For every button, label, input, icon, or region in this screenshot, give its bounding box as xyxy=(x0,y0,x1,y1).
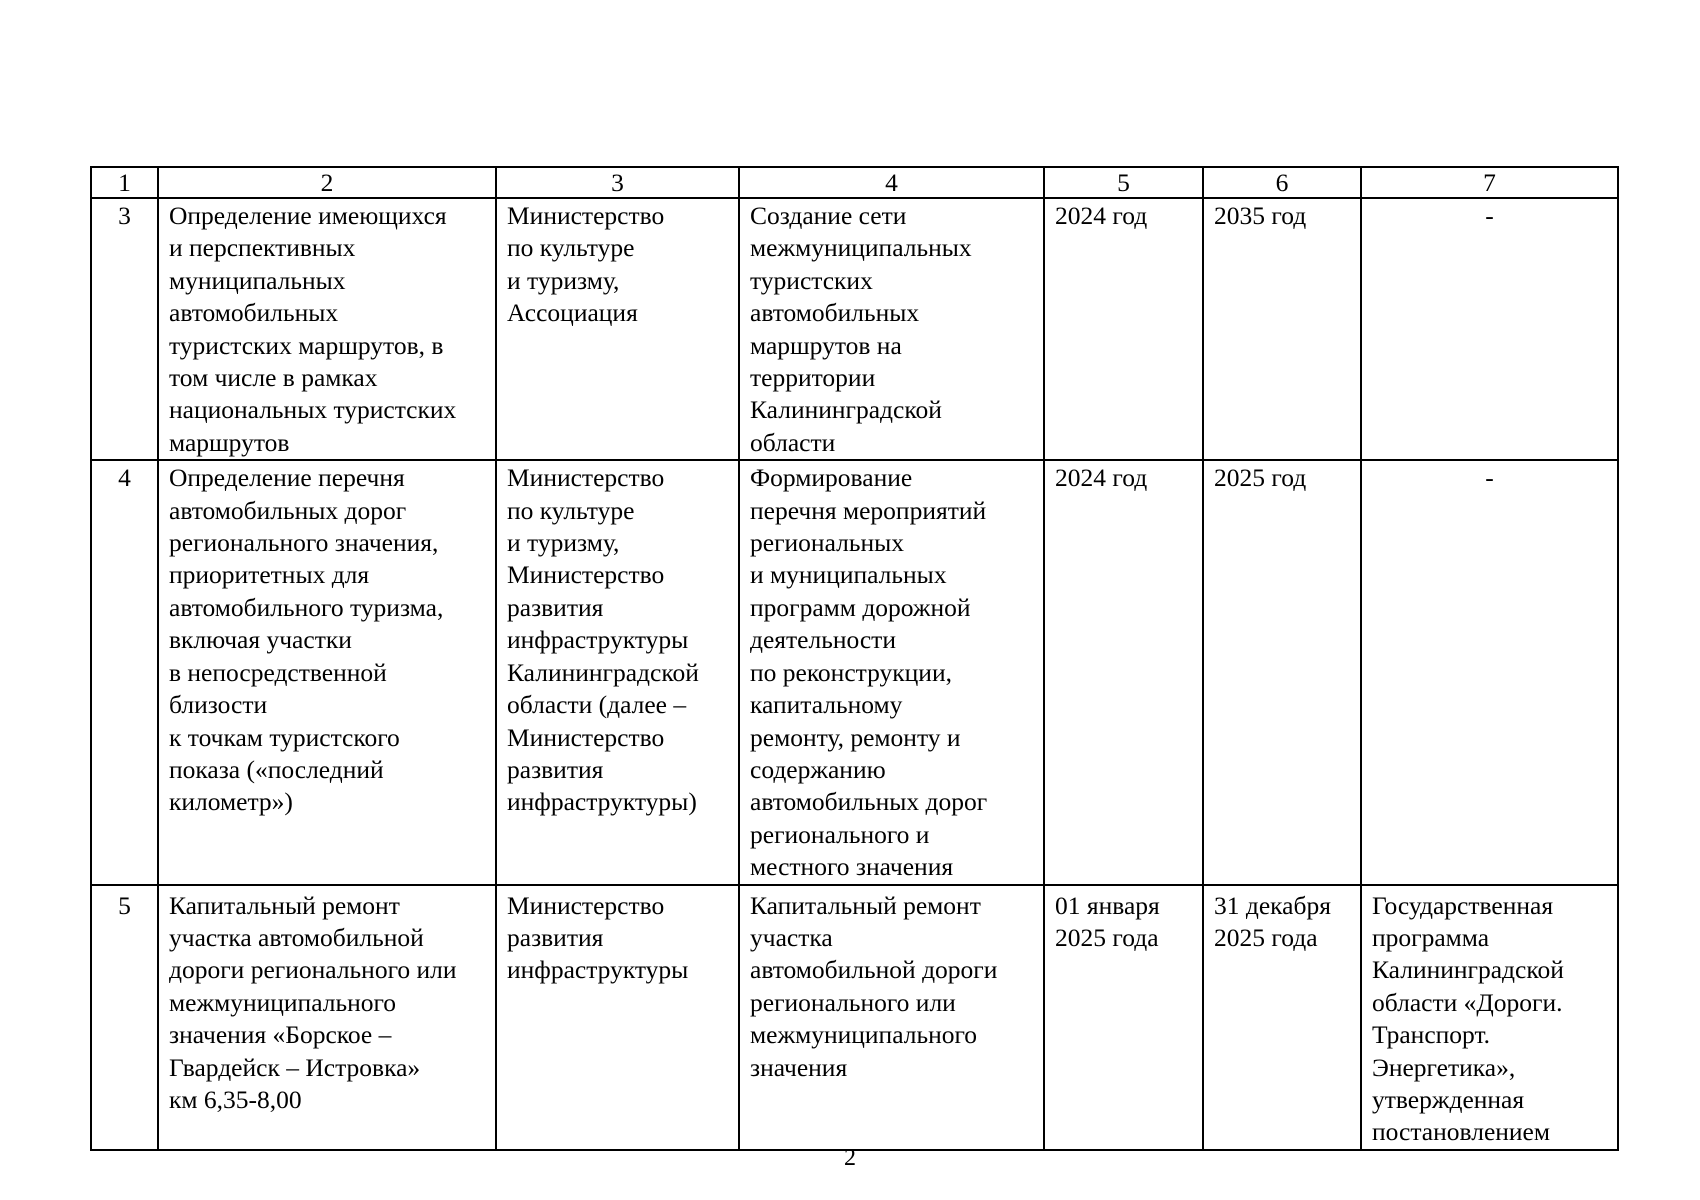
source-document: Государственная программа Калининградской области «Дороги. Транспорт. Энергетика», утвержденная постановлением xyxy=(1361,885,1618,1150)
start-date: 2024 год xyxy=(1044,460,1203,884)
header-cell: 4 xyxy=(739,167,1044,198)
expected-result: Формирование перечня мероприятий региональных и муниципальных программ дорожной деятельности по реконструкции, капитальному ремонту, ремонту и содержанию автомобильных дорог регионального и местного значения xyxy=(739,460,1044,884)
start-date: 2024 год xyxy=(1044,198,1203,460)
measure-name: Определение имеющихся и перспективных муниципальных автомобильных туристских маршрутов, в том числе в рамках национальных туристских маршрутов xyxy=(158,198,496,460)
end-date: 2035 год xyxy=(1203,198,1361,460)
expected-result: Капитальный ремонт участка автомобильной дороги регионального или межмуниципального значения xyxy=(739,885,1044,1150)
responsible-executor: Министерство по культуре и туризму, Ассоциация xyxy=(496,198,739,460)
header-cell: 3 xyxy=(496,167,739,198)
start-date: 01 января 2025 года xyxy=(1044,885,1203,1150)
header-cell: 7 xyxy=(1361,167,1618,198)
row-number: 3 xyxy=(91,198,158,460)
row-number: 4 xyxy=(91,460,158,884)
measures-table xyxy=(90,166,1619,1151)
header-cell: 6 xyxy=(1203,167,1361,198)
page-number: 2 xyxy=(844,1145,856,1171)
table-row xyxy=(91,198,1618,460)
row-number: 5 xyxy=(91,885,158,1150)
end-date: 2025 год xyxy=(1203,460,1361,884)
responsible-executor: Министерство по культуре и туризму, Министерство развития инфраструктуры Калининградской области (далее – Министерство развития инфраструктуры) xyxy=(496,460,739,884)
source-document: - xyxy=(1361,460,1618,884)
expected-result: Создание сети межмуниципальных туристских автомобильных маршрутов на территории Калининградской области xyxy=(739,198,1044,460)
table-row xyxy=(91,460,1618,884)
header-cell: 2 xyxy=(158,167,496,198)
measure-name: Капитальный ремонт участка автомобильной дороги регионального или межмуниципального значения «Борское – Гвардейск – Истровка» км 6,35-8,00 xyxy=(158,885,496,1150)
header-row xyxy=(91,167,1618,198)
table-row xyxy=(91,885,1618,1150)
responsible-executor: Министерство развития инфраструктуры xyxy=(496,885,739,1150)
end-date: 31 декабря 2025 года xyxy=(1203,885,1361,1150)
source-document: - xyxy=(1361,198,1618,460)
measure-name: Определение перечня автомобильных дорог регионального значения, приоритетных для автомобильного туризма, включая участки в непосредственной близости к точкам туристского показа («последний километр») xyxy=(158,460,496,884)
header-cell: 1 xyxy=(91,167,158,198)
header-cell: 5 xyxy=(1044,167,1203,198)
